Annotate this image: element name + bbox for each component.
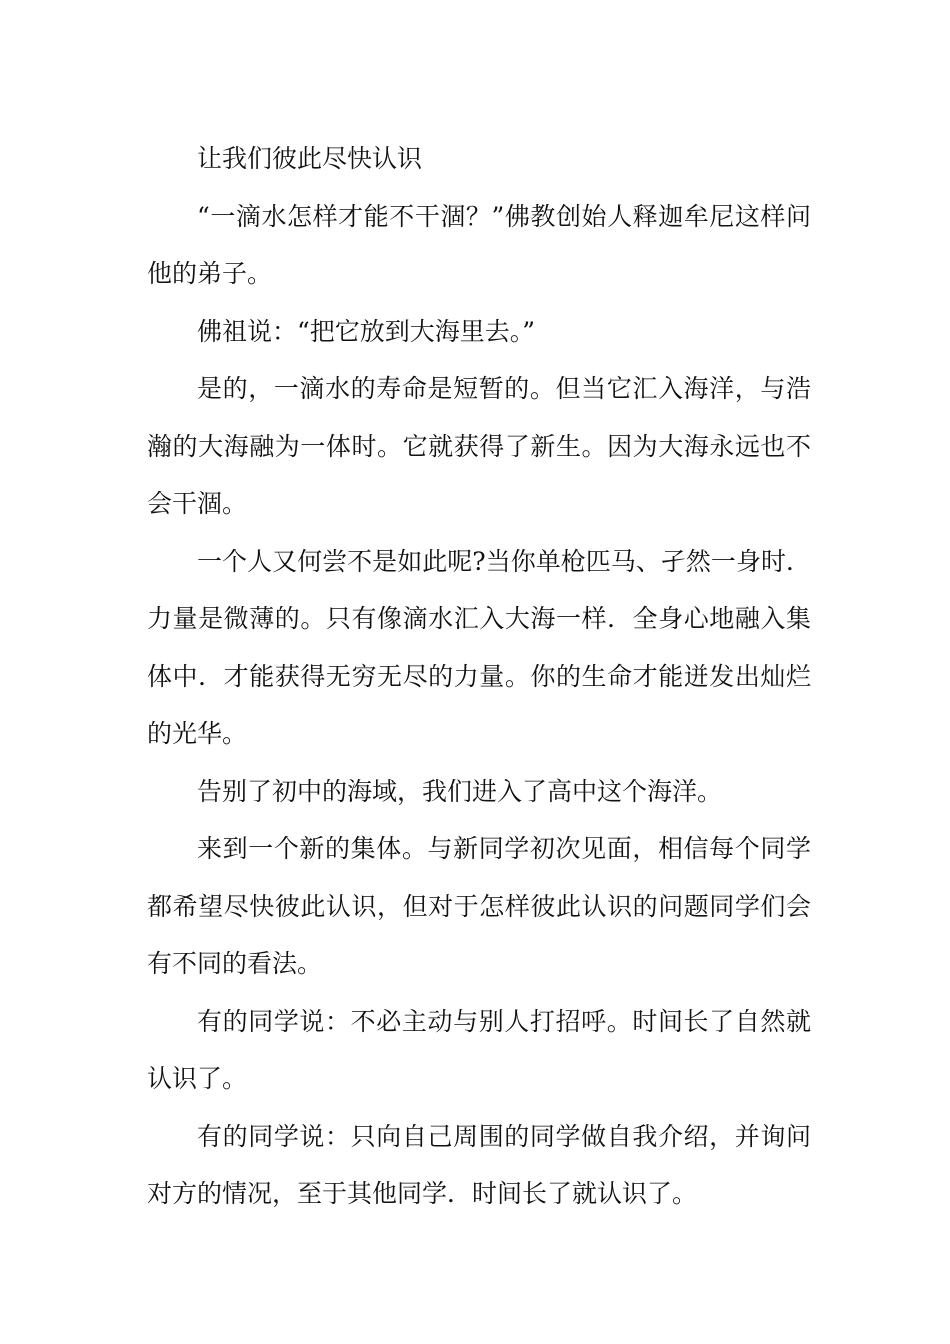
- paragraph-1: “一滴水怎样才能不干涸？”佛教创始人释迦牟尼这样问他的弟子。: [147, 201, 811, 288]
- paragraph-2: 佛祖说：“把它放到大海里去。”: [197, 316, 536, 346]
- paragraph-4: 一个人又何尝不是如此呢?当你单枪匹马、孑然一身时．力量是微薄的。只有像滴水汇入大海一样．全身心地融入集体中．才能获得无穷无尽的力量。你的生命才能迸发出灿烂的光华。: [147, 546, 811, 748]
- paragraph-5: 告别了初中的海域，我们进入了高中这个海洋。: [197, 776, 723, 806]
- document-title: 让我们彼此尽快认识: [197, 144, 423, 173]
- paragraph-3: 是的，一滴水的寿命是短暂的。但当它汇入海洋，与浩瀚的大海融为一体时。它就获得了新生。因为大海永远也不会干涸。: [147, 374, 811, 518]
- paragraph-6: 来到一个新的集体。与新同学初次见面，相信每个同学都希望尽快彼此认识，但对于怎样彼此认识的问题同学们会有不同的看法。: [147, 834, 811, 978]
- document-body: [147, 130, 811, 1223]
- paragraph-8: 有的同学说：只向自己周围的同学做自我介绍，并询问对方的情况，至于其他同学．时间长了就认识了。: [147, 1121, 811, 1208]
- paragraph-7: 有的同学说：不必主动与别人打招呼。时间长了自然就认识了。: [147, 1006, 811, 1093]
